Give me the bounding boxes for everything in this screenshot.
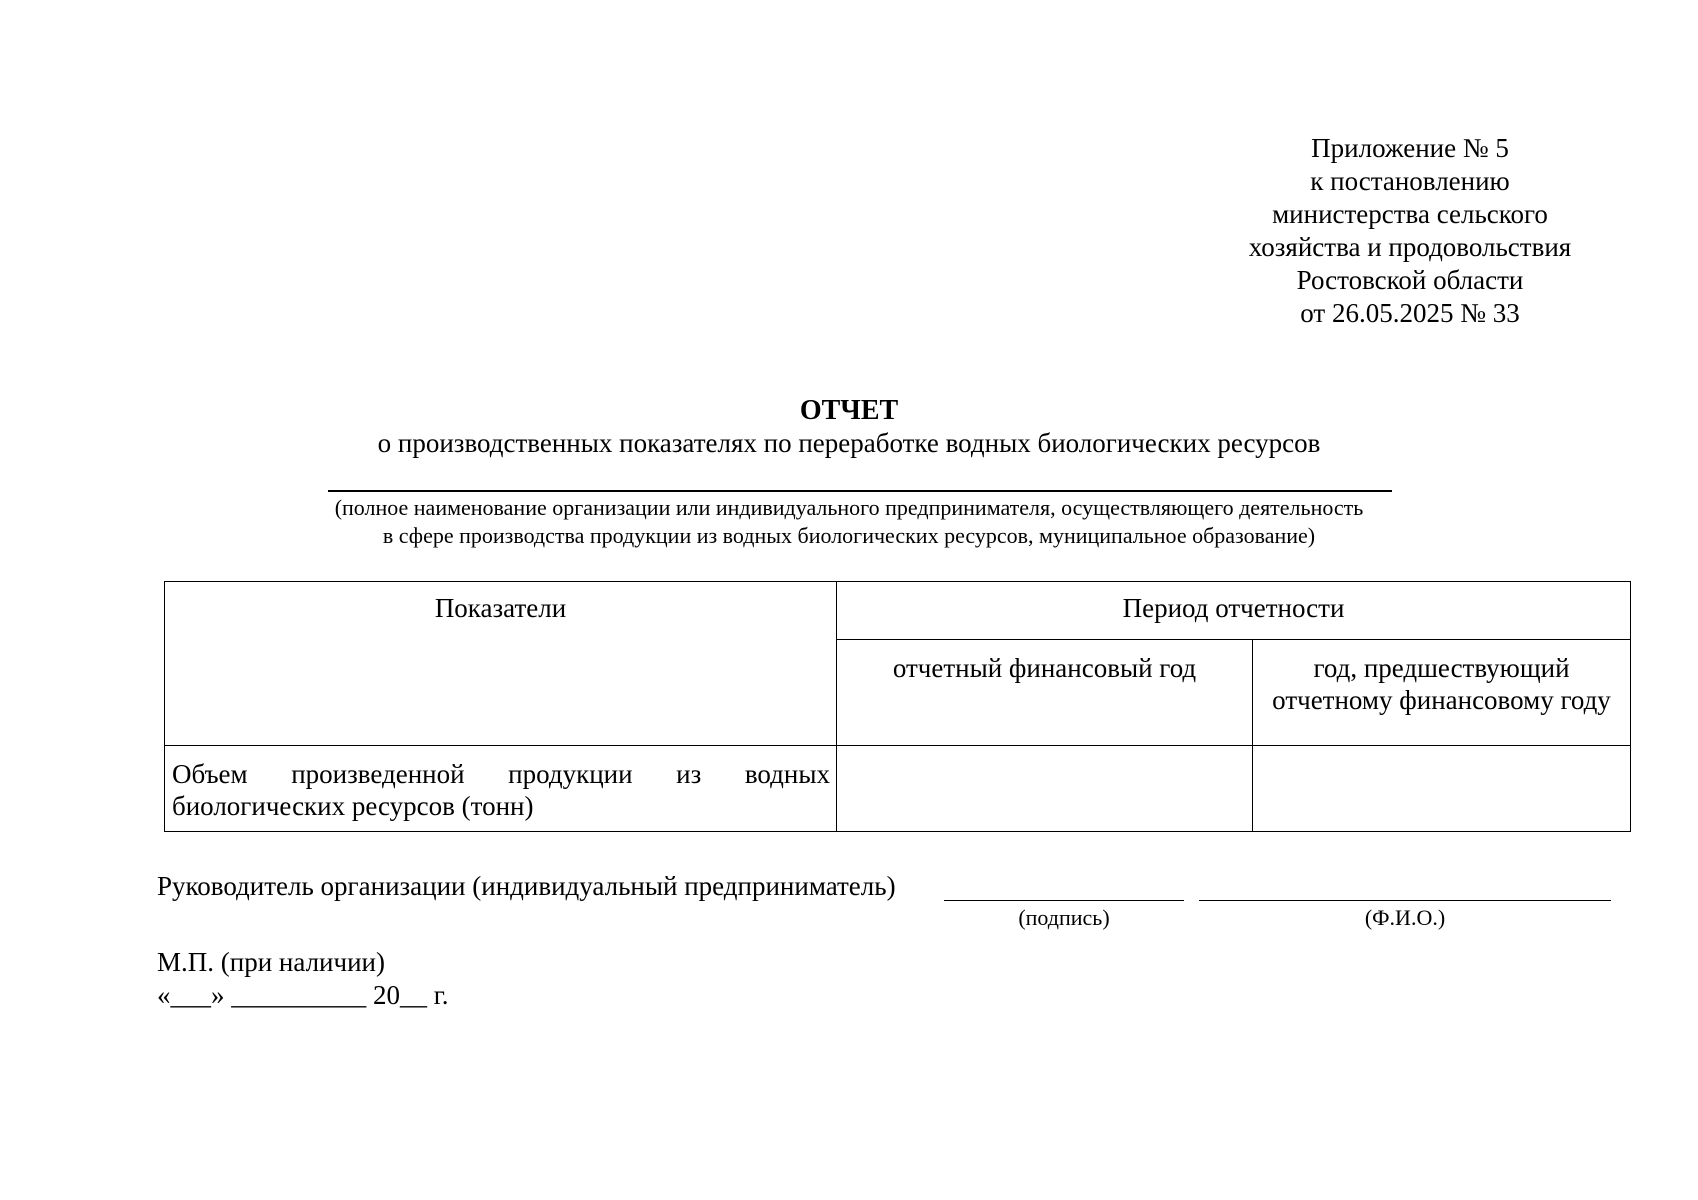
- signer-label: Руководитель организации (индивидуальный предприниматель): [157, 871, 896, 901]
- table-header-row: [165, 582, 1631, 640]
- organization-name-line[interactable]: [328, 490, 1392, 492]
- organization-hint-line: (полное наименование организации или индивидуального предпринимателя, осуществляющего деятельность: [334, 495, 1364, 520]
- organization-hint-line: в сфере производства продукции из водных биологических ресурсов, муниципальное образование): [382, 523, 1316, 548]
- header-current-year: отчетный финансовый год: [837, 640, 1253, 746]
- organization-hint: [0, 494, 1698, 550]
- full-name-hint: (Ф.И.О.): [1364, 905, 1446, 930]
- header-reporting-period: Период отчетности: [837, 582, 1631, 640]
- signature-line[interactable]: [944, 900, 1184, 901]
- appendix-line: министерства сельского: [1272, 199, 1548, 229]
- header-previous-year-line: год, предшествующий: [1313, 653, 1570, 683]
- appendix-line: к постановлению: [1310, 166, 1510, 196]
- date-line: «___» __________ 20__ г.: [157, 980, 449, 1010]
- appendix-line: Приложение № 5: [1311, 133, 1509, 163]
- header-indicators: Показатели: [165, 582, 837, 746]
- table-row: [165, 746, 1631, 832]
- report-table: [164, 581, 1631, 832]
- appendix-line: хозяйства и продовольствия: [1248, 232, 1572, 262]
- signature-hint: (подпись): [1018, 905, 1110, 930]
- appendix-line: Ростовской области: [1296, 265, 1524, 295]
- header-previous-year-line: отчетному финансовому году: [1272, 685, 1611, 715]
- current-year-value-cell[interactable]: [837, 746, 1253, 832]
- header-previous-year: [1253, 640, 1631, 746]
- full-name-line[interactable]: [1199, 900, 1611, 901]
- stamp-label: М.П. (при наличии): [157, 947, 385, 977]
- previous-year-value-cell[interactable]: [1253, 746, 1631, 832]
- report-title: ОТЧЕТ: [799, 395, 899, 426]
- indicator-cell: Объем произведенной продукции из водных биологических ресурсов (тонн): [165, 746, 837, 832]
- appendix-line: от 26.05.2025 № 33: [1300, 298, 1520, 328]
- appendix-block: [1200, 132, 1620, 330]
- report-subtitle: о производственных показателях по переработке водных биологических ресурсов: [377, 428, 1321, 458]
